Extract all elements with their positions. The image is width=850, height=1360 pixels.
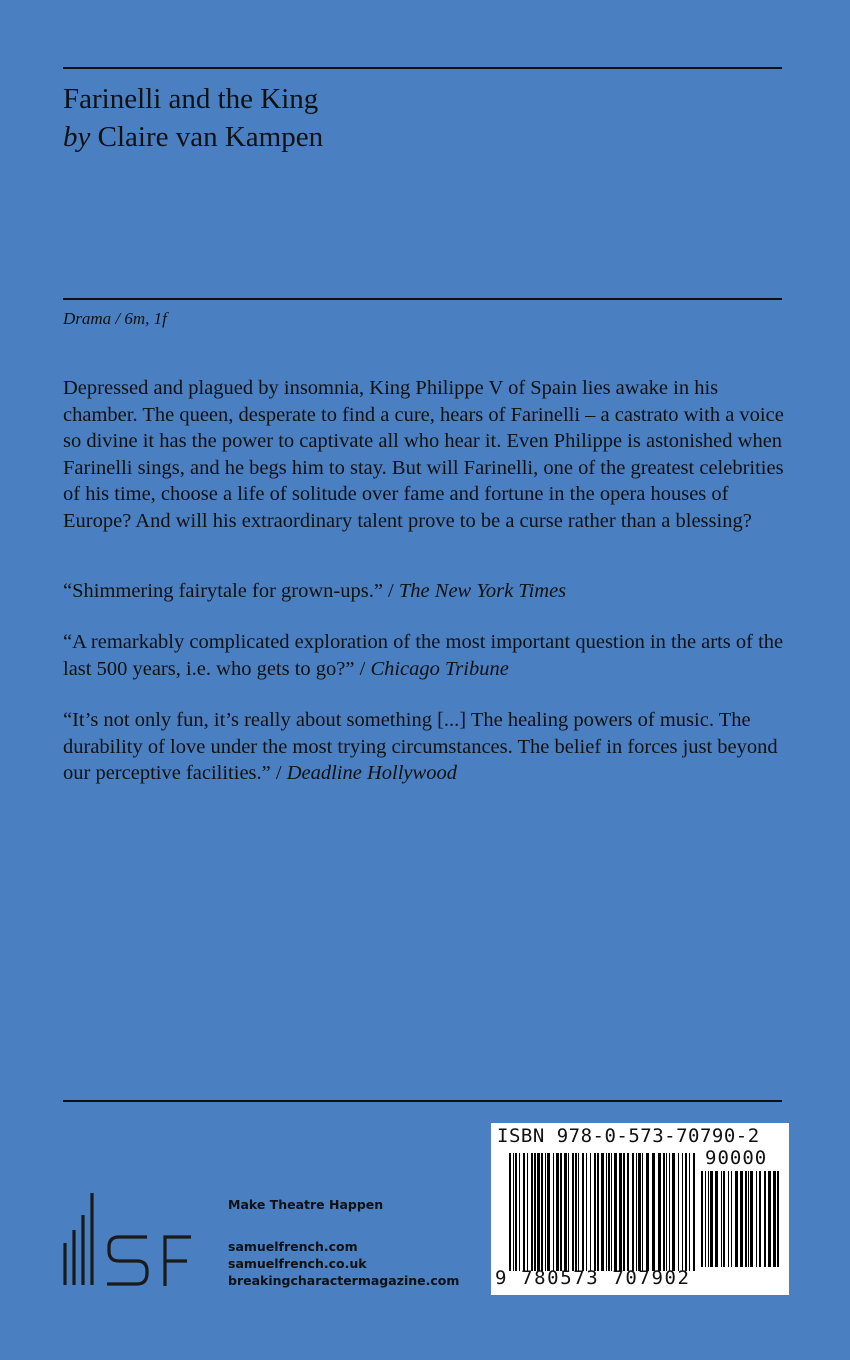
barcode-bar (547, 1153, 550, 1271)
quote-source: The New York Times (398, 580, 567, 602)
barcode-bar (642, 1153, 643, 1271)
barcode-bar (663, 1153, 665, 1271)
top-rule (63, 67, 782, 69)
ean-number: 9 780573 707902 (495, 1267, 691, 1289)
barcode-bar (652, 1153, 655, 1271)
barcode-bar (764, 1171, 766, 1267)
bottom-rule (63, 1100, 782, 1102)
barcode-bar (756, 1171, 757, 1267)
author-line (63, 118, 323, 156)
ean-barcode-icon (509, 1153, 699, 1271)
barcode-bar (768, 1171, 771, 1267)
barcode-bar (638, 1153, 641, 1271)
isbn-barcode (491, 1123, 789, 1295)
barcode-bar (611, 1153, 612, 1271)
genre-rule (63, 298, 782, 300)
barcode-bar (608, 1153, 610, 1271)
barcode-bar (597, 1153, 599, 1271)
barcode-bar (666, 1153, 667, 1271)
publisher-info (228, 1197, 459, 1289)
barcode-bar (594, 1153, 596, 1271)
barcode-bar (568, 1153, 569, 1271)
barcode-bar (519, 1153, 520, 1271)
barcode-bar (572, 1153, 574, 1271)
isbn-label: ISBN 978-0-573-70790-2 (497, 1125, 760, 1147)
barcode-bar (646, 1153, 649, 1271)
barcode-bar (669, 1153, 670, 1271)
barcode-bar (705, 1171, 706, 1267)
barcode-bar (537, 1153, 540, 1271)
barcode-bar (509, 1153, 511, 1271)
barcode-bar (590, 1153, 591, 1271)
barcode-bar (672, 1153, 675, 1271)
barcode-bar (619, 1153, 622, 1271)
publisher-logo (63, 1185, 203, 1295)
barcode-bar (527, 1153, 528, 1271)
barcode-bar (578, 1153, 579, 1271)
barcode-bar (682, 1153, 683, 1271)
barcode-bar (748, 1171, 749, 1267)
barcode-bar (606, 1153, 607, 1271)
barcode-bar (632, 1153, 634, 1271)
barcode-bar (556, 1153, 559, 1271)
barcode-bar (545, 1153, 546, 1271)
quote-source: Chicago Tribune (370, 657, 509, 680)
barcode-bar (614, 1153, 617, 1271)
barcode-bar (560, 1153, 562, 1271)
website-link[interactable]: breakingcharactermagazine.com (228, 1273, 460, 1288)
barcode-bar (678, 1153, 679, 1271)
genre-cast-info: Drama / 6m, 1f (63, 309, 167, 328)
barcode-bar (731, 1171, 732, 1267)
barcode-bar (750, 1171, 753, 1267)
barcode-bar (728, 1171, 729, 1267)
barcode-bar (531, 1153, 533, 1271)
barcode-bar (701, 1171, 703, 1267)
barcode-bar (773, 1171, 776, 1267)
barcode-bar (777, 1171, 779, 1267)
barcode-bar (658, 1153, 661, 1271)
price-addon-label: 90000 (705, 1147, 768, 1169)
barcode-bar (534, 1153, 536, 1271)
barcode-bar (541, 1153, 543, 1271)
website-link[interactable]: samuelfrench.com (228, 1239, 358, 1254)
barcode-bar (685, 1153, 687, 1271)
by-word: by (63, 121, 91, 153)
barcode-bar (601, 1153, 604, 1271)
barcode-bar (745, 1171, 747, 1267)
barcode-bar (708, 1171, 709, 1267)
website-link[interactable]: samuelfrench.co.uk (228, 1256, 367, 1271)
barcode-bar (515, 1153, 517, 1271)
barcode-bar (710, 1171, 713, 1267)
samuel-french-logo-icon (63, 1185, 203, 1295)
quote-text: “A remarkably complicated exploration of the most important question in the arts of the last 500 years, i.e. who gets to go?” / (63, 631, 784, 680)
quote-source: Deadline Hollywood (286, 762, 457, 784)
barcode-bar (636, 1153, 637, 1271)
quote-text: “Shimmering fairytale for grown-ups.” / (63, 580, 399, 602)
barcode-bar (623, 1153, 625, 1271)
barcode-bar (715, 1171, 718, 1267)
barcode-bar (553, 1153, 554, 1271)
barcode-bar (723, 1171, 725, 1267)
author-name: Claire van Kampen (97, 121, 324, 153)
barcode-bar (575, 1153, 577, 1271)
synopsis: Depressed and plagued by insomnia, King Philippe V of Spain lies awake in his chamber. The queen, desperate to find a cure, hears of Farinelli – a castrato with a voice so divine it has the power to captivate all who hear it. Even Philippe is astonished when Farinelli sings, and he begs him to stay. But will Farinelli, one of the greatest celebrities of his time, choose a life of solitude over fame and fortune in the opera houses of Europe? And will his extraordinary talent prove to be a curse rather than a blessing? (63, 377, 784, 532)
barcode-bar (689, 1153, 690, 1271)
publisher-tagline: Make Theatre Happen (228, 1197, 384, 1212)
quote-text: “It’s not only fun, it’s really about something [...] The healing powers of music. The durability of love under the most trying circumstances. The belief in forces just beyond our perceptive facilities.” / (63, 709, 778, 784)
barcode-bar (759, 1171, 761, 1267)
barcode-bar (693, 1153, 695, 1271)
addon-barcode-icon (701, 1171, 783, 1267)
barcode-bar (586, 1153, 587, 1271)
barcode-bar (564, 1153, 567, 1271)
book-title: Farinelli and the King (63, 83, 319, 115)
barcode-bar (513, 1153, 514, 1271)
title-block (63, 80, 323, 156)
barcode-bar (627, 1153, 629, 1271)
barcode-bar (740, 1171, 743, 1267)
review-quote (63, 629, 803, 682)
barcode-bar (523, 1153, 525, 1271)
barcode-bar (721, 1171, 722, 1267)
review-quote (63, 707, 803, 787)
review-quote (63, 578, 803, 605)
barcode-bar (735, 1171, 738, 1267)
barcode-bar (582, 1153, 584, 1271)
